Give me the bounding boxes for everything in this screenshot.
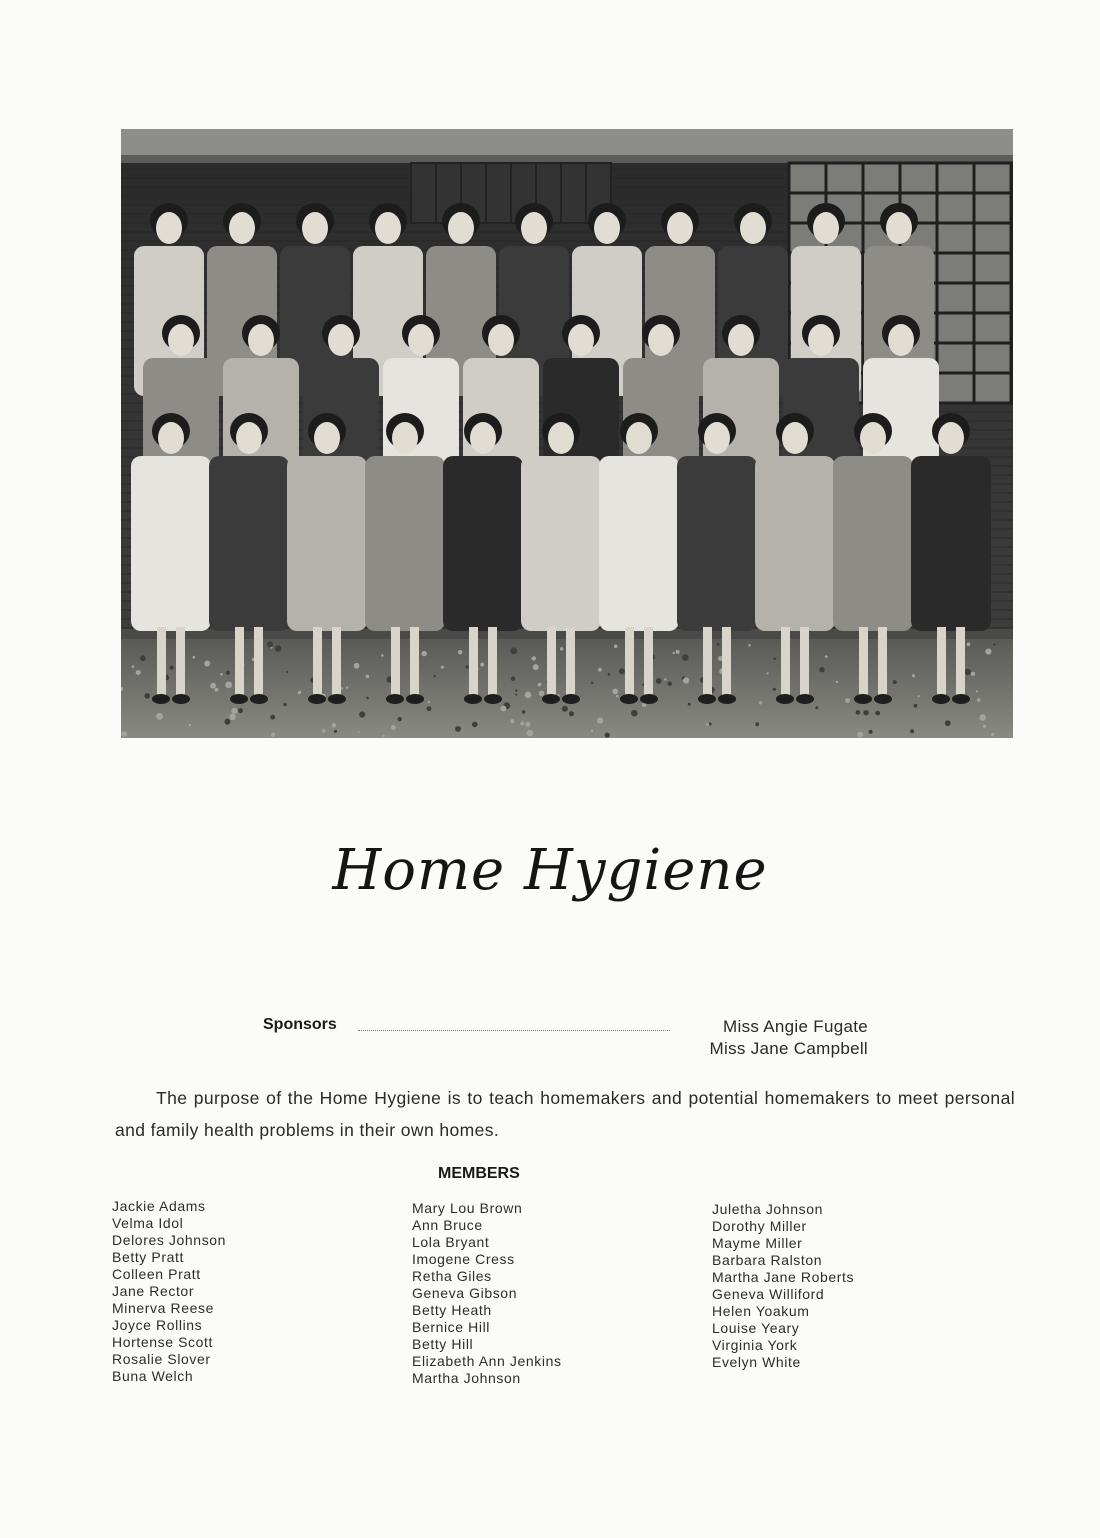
member-name: Jane Rector xyxy=(112,1283,195,1299)
member-name: Betty Heath xyxy=(412,1302,492,1318)
member-name: Martha Johnson xyxy=(412,1370,521,1386)
members-heading: MEMBERS xyxy=(438,1165,520,1182)
member-name: Dorothy Miller xyxy=(712,1218,807,1234)
member-name: Betty Pratt xyxy=(112,1249,184,1265)
member-name: Louise Yeary xyxy=(712,1320,800,1336)
member-name: Buna Welch xyxy=(112,1368,194,1384)
member-name: Mary Lou Brown xyxy=(412,1200,523,1216)
member-name: Joyce Rollins xyxy=(112,1317,203,1333)
member-name: Jackie Adams xyxy=(112,1198,206,1214)
page-title: Home Hygiene xyxy=(332,838,768,903)
sponsor-names xyxy=(668,1016,868,1060)
sponsor-name: Miss Angie Fugate xyxy=(723,1017,868,1036)
sponsors-leader-dots xyxy=(358,1030,670,1031)
member-name: Elizabeth Ann Jenkins xyxy=(412,1353,562,1369)
member-name: Juletha Johnson xyxy=(712,1201,823,1217)
member-name: Minerva Reese xyxy=(112,1300,214,1316)
member-name: Geneva Williford xyxy=(712,1286,825,1302)
member-name: Evelyn White xyxy=(712,1354,801,1370)
purpose-paragraph: The purpose of the Home Hygiene is to teach homemakers and potential homemakers to meet personal and family health problems in their own homes. xyxy=(115,1088,1015,1140)
member-name: Colleen Pratt xyxy=(112,1266,201,1282)
member-name: Delores Johnson xyxy=(112,1232,227,1248)
members-column-3 xyxy=(712,1201,854,1371)
members-column-1 xyxy=(112,1198,226,1385)
group-photo xyxy=(121,129,1013,738)
member-name: Bernice Hill xyxy=(412,1319,490,1335)
member-name: Betty Hill xyxy=(412,1336,474,1352)
member-name: Lola Bryant xyxy=(412,1234,490,1250)
member-name: Retha Giles xyxy=(412,1268,492,1284)
member-name: Geneva Gibson xyxy=(412,1285,518,1301)
member-name: Helen Yoakum xyxy=(712,1303,810,1319)
sponsor-name: Miss Jane Campbell xyxy=(709,1039,868,1058)
member-name: Mayme Miller xyxy=(712,1235,803,1251)
member-name: Barbara Ralston xyxy=(712,1252,823,1268)
member-name: Virginia York xyxy=(712,1337,798,1353)
member-name: Velma Idol xyxy=(112,1215,184,1231)
member-name: Imogene Cress xyxy=(412,1251,515,1267)
members-column-2 xyxy=(412,1200,562,1387)
member-name: Ann Bruce xyxy=(412,1217,483,1233)
member-name: Martha Jane Roberts xyxy=(712,1269,855,1285)
sponsors-label: Sponsors xyxy=(263,1016,337,1033)
member-name: Rosalie Slover xyxy=(112,1351,211,1367)
member-name: Hortense Scott xyxy=(112,1334,213,1350)
